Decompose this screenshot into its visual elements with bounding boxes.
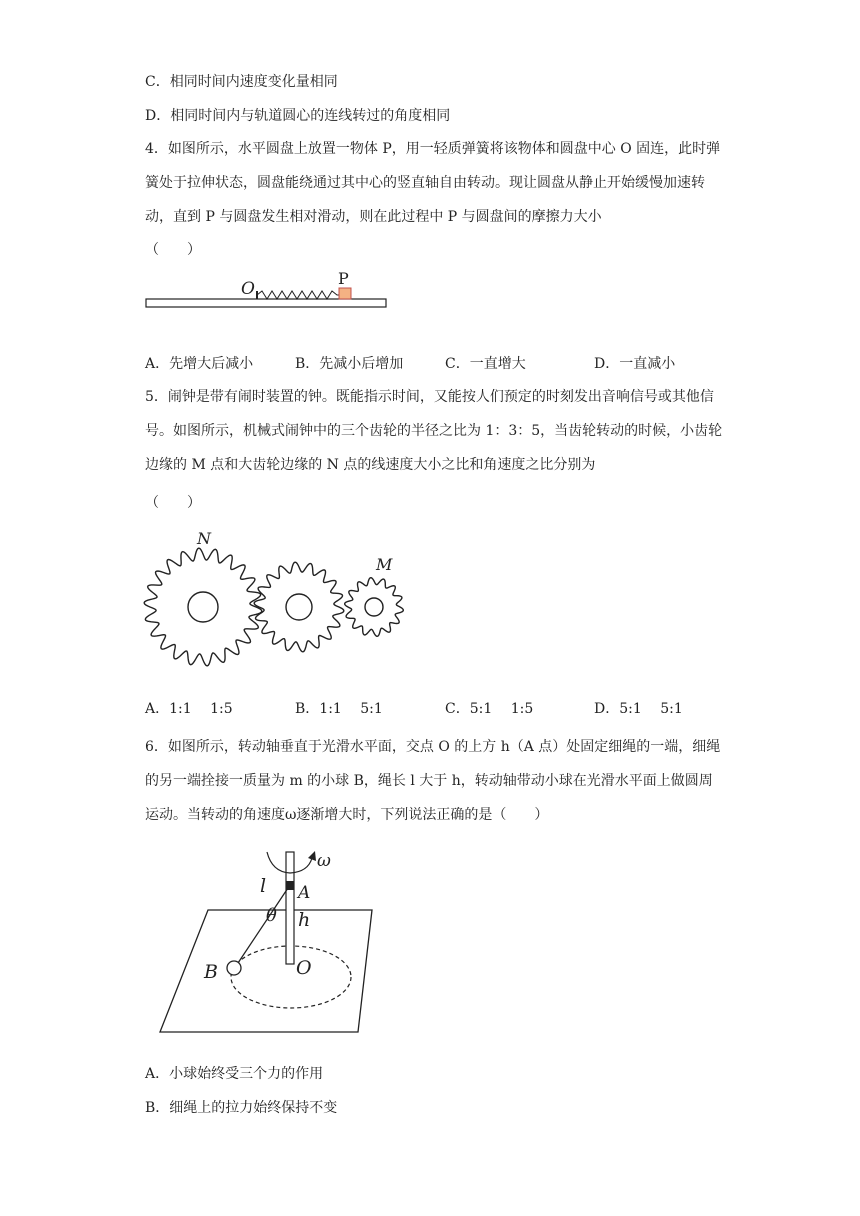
q4-option-b: B．先减小后增加 — [295, 356, 404, 372]
rotation-shaft — [286, 852, 294, 964]
label-n: N — [197, 529, 211, 548]
q4-option-c: C．一直增大 — [445, 356, 526, 372]
q6-stem: 6．如图所示，转动轴垂直于光滑水平面，交点 O 的上方 h（A 点）处固定细绳的一端，细绳的另一端拴接一质量为 m 的小球 B，绳长 l 大于 h，转动轴带动小球在光滑水平面上做圆周运动。当转动的角速度ω逐渐增大时，下列说法正确的是（ ） — [145, 739, 721, 823]
q4-option-d: D．一直减小 — [594, 356, 676, 372]
rotation-arrowhead — [308, 851, 316, 861]
label-l: l — [260, 875, 267, 897]
q5-answer-paren: （ ） — [145, 495, 201, 511]
q5-option-a: A．1:1 1:5 — [145, 701, 233, 717]
label-p: P — [338, 269, 349, 288]
label-o: O — [241, 279, 255, 299]
string — [238, 888, 288, 963]
q5-stem: 5．闹钟是带有闹时装置的钟。既能指示时间，又能按人们预定的时刻发出音响信号或其他信号。如图所示，机械式闹钟中的三个齿轮的半径之比为 1：3：5，当齿轮转动的时候，小齿轮边缘的 M 点和大齿轮边缘的 N 点的线速度大小之比和角速度之比分别为 — [145, 389, 723, 473]
q3-option-c: C．相同时间内速度变化量相同 — [145, 74, 338, 90]
q5-options — [145, 699, 725, 719]
q5-option-c: C．5:1 1:5 — [445, 701, 534, 717]
q4-stem: 4．如图所示，水平圆盘上放置一物体 P，用一轻质弹簧将该物体和圆盘中心 O 固连，此时弹簧处于拉伸状态，圆盘能绕通过其中心的竖直轴自由转动。现让圆盘从静止开始缓慢加速转动，直到 P 与圆盘发生相对滑动，则在此过程中 P 与圆盘间的摩擦力大小 — [145, 141, 721, 225]
label-h: h — [298, 909, 311, 931]
q5-option-d: D．5:1 5:1 — [594, 701, 683, 717]
q5-option-b: B．1:1 5:1 — [295, 701, 383, 717]
q6-option-b: B．细绳上的拉力始终保持不变 — [145, 1100, 338, 1116]
q6-figure — [150, 848, 390, 1038]
label-omega: ω — [317, 851, 331, 871]
label-b: B — [204, 961, 218, 983]
label-m: M — [376, 555, 393, 574]
q5-gears-figure — [140, 520, 420, 690]
q6-option-a: A．小球始终受三个力的作用 — [145, 1066, 324, 1082]
q3-option-d: D．相同时间内与轨道圆心的连线转过的角度相同 — [145, 108, 451, 124]
q4-options — [145, 354, 725, 374]
object-p-block — [339, 288, 351, 299]
spring — [257, 291, 340, 299]
q4-figure — [140, 264, 400, 314]
gear-medium — [254, 562, 344, 652]
horizontal-plane — [160, 910, 372, 1032]
q4-option-a: A．先增大后减小 — [145, 356, 254, 372]
q4-answer-paren: （ ） — [145, 242, 201, 258]
gear-large — [144, 548, 262, 666]
label-o: O — [296, 957, 312, 979]
label-theta: θ — [266, 905, 277, 926]
label-a: A — [298, 883, 311, 903]
ball-b — [227, 961, 241, 975]
disk-surface — [146, 299, 386, 307]
gear-small — [345, 578, 404, 637]
